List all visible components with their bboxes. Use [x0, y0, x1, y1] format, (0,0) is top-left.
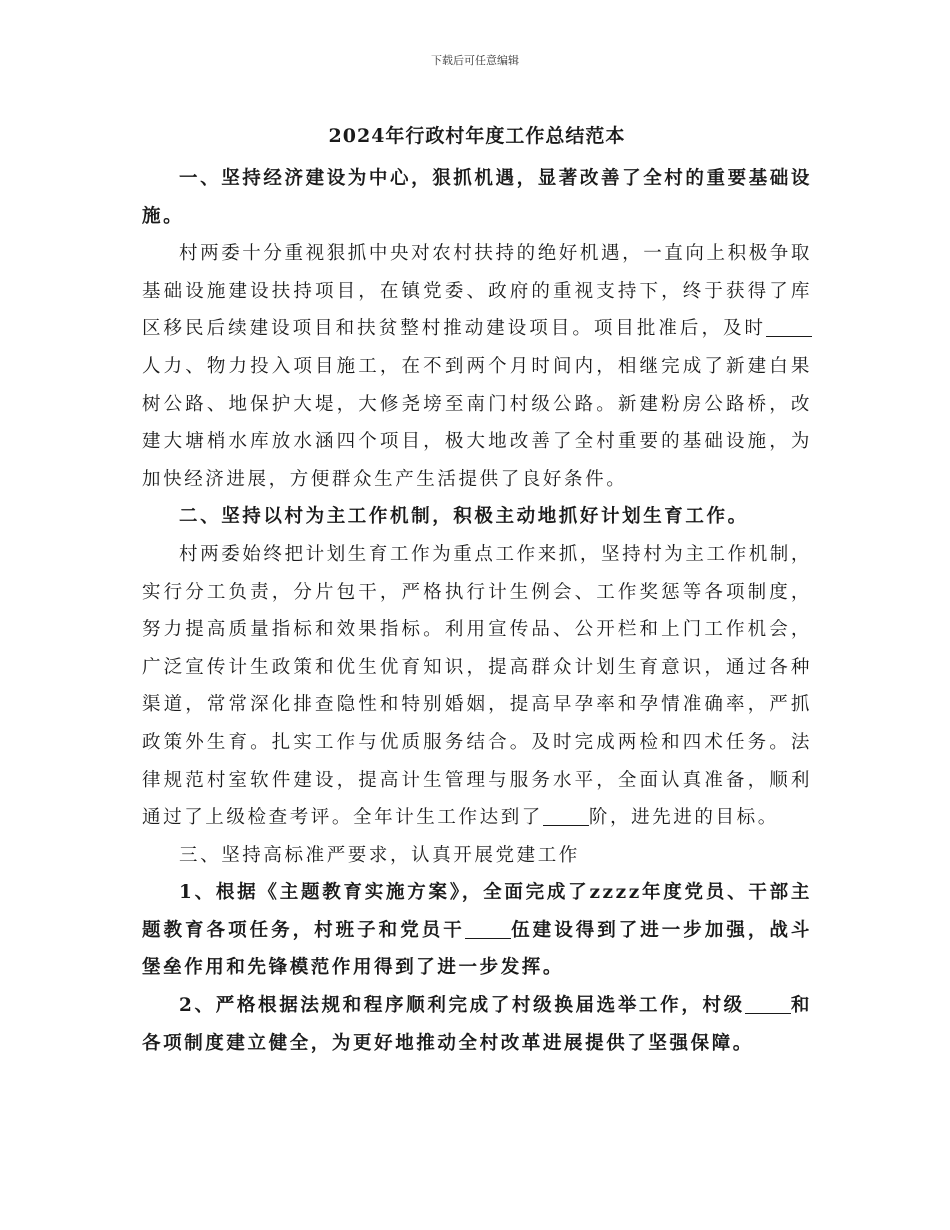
section-1-text-b: 人力、物力投入项目施工，在不到两个月时间内，相继完成了新建白果树公路、地保护大堤，大修尧塝至南门村级公路。新建粉房公路桥，改建大塘梢水库放水涵四个项目，极大地改善了全村重要的基础设施，为加快经济进展，方便群众生产生活提供了良好条件。 — [142, 355, 812, 490]
blank-underline — [745, 995, 791, 1015]
page-header-note: 下载后可任意编辑 — [431, 54, 519, 67]
section-1-paragraph — [142, 235, 812, 498]
section-1-text-a: 村两委十分重视狠抓中央对农村扶持的绝好机遇，一直向上积极争取基础设施建设扶持项目，在镇党委、政府的重视支持下，终于获得了库区移民后续建设项目和扶贫整村推动建设项目。项目批准后，及时 — [142, 243, 813, 340]
section-2-heading: 二、坚持以村为主工作机制，积极主动地抓好计划生育工作。 — [179, 506, 749, 528]
document-body — [142, 120, 812, 1062]
document-title: 2024年行政村年度工作总结范本 — [328, 125, 626, 147]
blank-underline — [543, 807, 589, 827]
blank-underline — [465, 919, 511, 939]
section-3-item-2-text-a: 2、严格根据法规和程序顺利完成了村级换届选举工作，村级 — [179, 995, 745, 1017]
section-3-item-1-text-a: 1、根据《主题教育实施方案》，全面完成了zzzz年度党员、干部主题教育各项任务，村班子和党员干 — [142, 882, 812, 941]
section-2-text-b: 阶，进先进的目标。 — [588, 807, 779, 829]
section-3-item-2-text-b: 和各项制度建立健全，为更好地推动全村改革进展提供了坚强保障。 — [142, 995, 812, 1054]
section-2-paragraph — [142, 536, 812, 837]
section-3-item-2 — [142, 987, 812, 1062]
section-3-item-1 — [142, 874, 812, 987]
section-3-item-1-text-b: 伍建设得到了进一步加强，战斗堡垒作用和先锋模范作用得到了进一步发挥。 — [142, 919, 812, 979]
section-3-heading: 三、坚持高标准严要求，认真开展党建工作 — [179, 844, 580, 866]
section-1-heading: 一、坚持经济建设为中心，狠抓机遇，显著改善了全村的重要基础设施。 — [142, 168, 813, 227]
section-2-text-a: 村两委始终把计划生育工作为重点工作来抓，坚持村为主工作机制，实行分工负责，分片包干，严格执行计生例会、工作奖惩等各项制度，努力提高质量指标和效果指标。利用宣传品、公开栏和上门工作机会，广泛宣传计生政策和优生优育知识，提高群众计划生育意识，通过各种渠道，常常深化排查隐性和特别婚姻，提高早孕率和孕情准确率，严抓政策外生育。扎实工作与优质服务结合。及时完成两检和四术任务。法律规范村室软件建设，提高计生管理与服务水平，全面认真准备，顺利通过了上级检查考评。全年计生工作达到了 — [142, 543, 813, 829]
blank-underline — [766, 318, 812, 338]
